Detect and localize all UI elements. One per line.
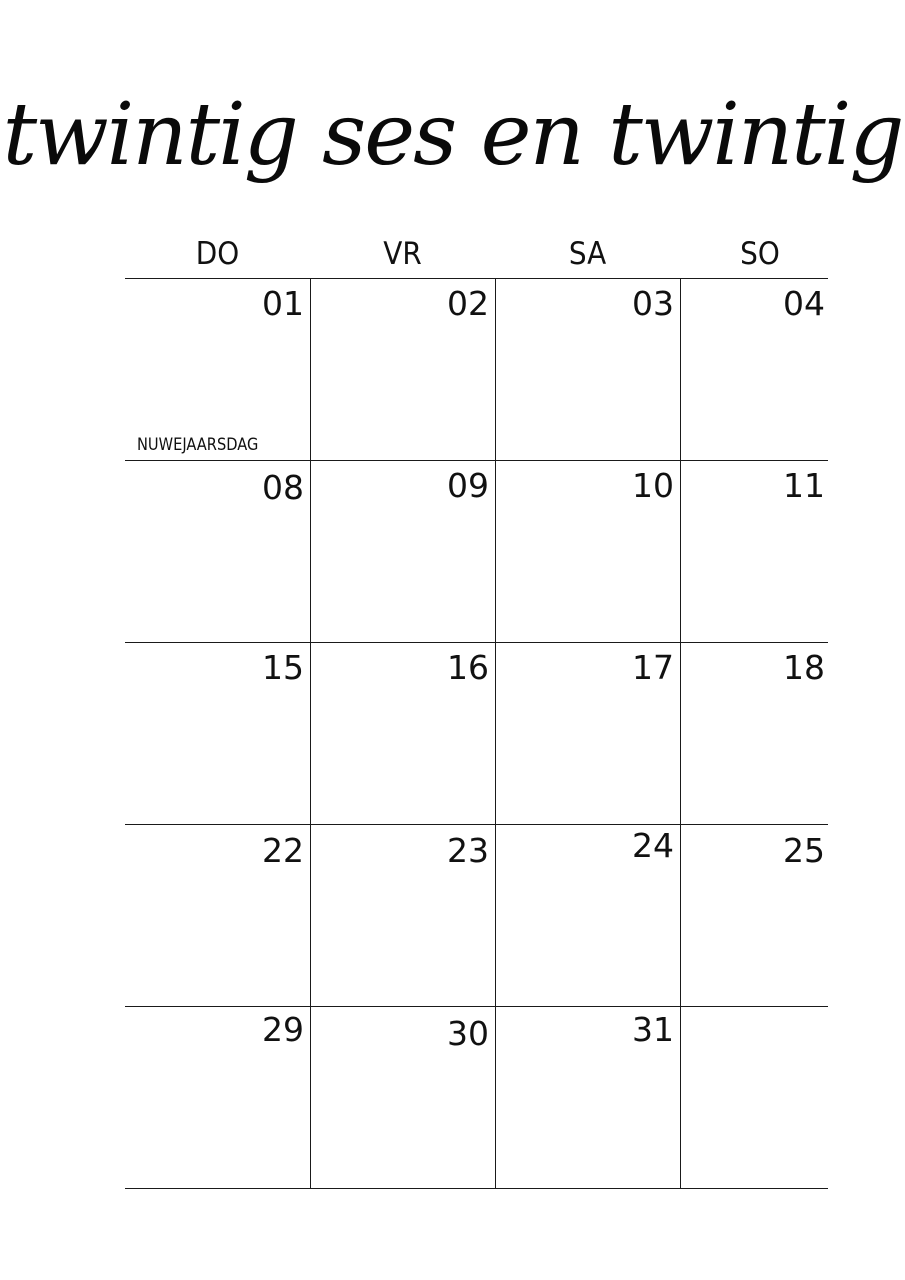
date-cell-29: 29 xyxy=(262,1010,304,1049)
grid-line-row1 xyxy=(125,460,828,461)
date-cell-22: 22 xyxy=(262,831,304,870)
holiday-label-nuwejaarsdag: NUWEJAARSDAG xyxy=(137,435,259,455)
date-cell-10: 10 xyxy=(632,466,674,505)
weekday-header-sa: SA xyxy=(568,236,607,272)
weekday-header-so: SO xyxy=(740,236,780,272)
date-cell-08: 08 xyxy=(262,468,304,507)
date-cell-18: 18 xyxy=(783,648,825,687)
date-cell-11: 11 xyxy=(783,466,825,505)
calendar-title: twintig ses en twintig xyxy=(2,85,903,185)
date-cell-09: 09 xyxy=(447,466,489,505)
date-cell-17: 17 xyxy=(632,648,674,687)
date-cell-16: 16 xyxy=(447,648,489,687)
grid-line-col1 xyxy=(310,278,311,1189)
date-cell-30: 30 xyxy=(447,1014,489,1053)
grid-line-row3 xyxy=(125,824,828,825)
date-cell-23: 23 xyxy=(447,831,489,870)
date-cell-02: 02 xyxy=(447,284,489,323)
grid-line-row2 xyxy=(125,642,828,643)
grid-line-top xyxy=(125,278,828,279)
date-cell-04: 04 xyxy=(783,284,825,323)
grid-line-bottom xyxy=(125,1188,828,1189)
grid-line-col2 xyxy=(495,278,496,1189)
date-cell-24: 24 xyxy=(632,826,674,865)
grid-line-col3 xyxy=(680,278,681,1189)
date-cell-31: 31 xyxy=(632,1010,674,1049)
date-cell-25: 25 xyxy=(783,831,825,870)
weekday-header-do: DO xyxy=(195,236,240,272)
date-cell-15: 15 xyxy=(262,648,304,687)
weekday-header-vr: VR xyxy=(383,236,422,272)
date-cell-01: 01 xyxy=(262,284,304,323)
grid-line-row4 xyxy=(125,1006,828,1007)
date-cell-03: 03 xyxy=(632,284,674,323)
